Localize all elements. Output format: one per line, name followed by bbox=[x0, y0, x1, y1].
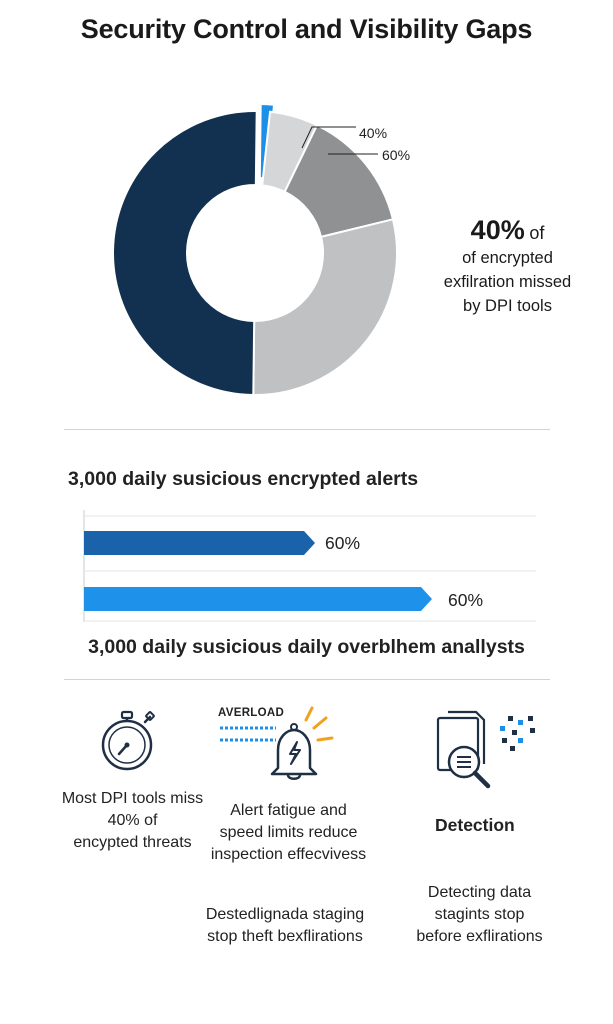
caption-line: Detecting data bbox=[427, 884, 532, 901]
alert-caption bbox=[196, 800, 381, 866]
caption-line: encypted threats bbox=[73, 834, 192, 851]
callout-text bbox=[420, 215, 595, 318]
callout-percent: 40% bbox=[470, 215, 525, 245]
caption-line: stop theft bexflirations bbox=[207, 928, 363, 945]
staging-caption bbox=[180, 904, 390, 948]
document-search-icon bbox=[434, 710, 544, 800]
donut-slice bbox=[113, 111, 257, 395]
divider bbox=[64, 429, 550, 430]
caption-line: stagints stop bbox=[434, 906, 525, 923]
overload-badge: AVERLOAD bbox=[218, 707, 285, 719]
caption-line: Alert fatigue and bbox=[230, 802, 347, 819]
callout-line: of encrypted bbox=[462, 249, 553, 267]
bar-chart-footer: 3,000 daily susicious daily overblhem anallysts bbox=[88, 636, 525, 658]
donut-slice bbox=[253, 219, 397, 395]
caption-line: Most DPI tools miss bbox=[61, 790, 204, 807]
page-title: Security Control and Visibility Gaps bbox=[80, 14, 533, 44]
bar bbox=[84, 531, 315, 555]
bar-value-label: 60% bbox=[325, 533, 361, 553]
caption-line: Destedlignada staging bbox=[205, 906, 365, 923]
annotation-60: 60% bbox=[382, 147, 411, 163]
donut-chart bbox=[113, 104, 397, 395]
caption-line: before exflirations bbox=[416, 928, 543, 945]
caption-line: inspection effecvivess bbox=[210, 846, 367, 863]
annotation-40: 40% bbox=[359, 125, 388, 141]
callout-line: exfilration missed bbox=[443, 273, 572, 291]
callout-line: by DPI tools bbox=[463, 297, 552, 315]
caption-line: 40% of bbox=[107, 812, 158, 829]
bar-value-label: 60% bbox=[448, 590, 484, 610]
bar-chart-title: 3,000 daily susicious encrypted alerts bbox=[68, 468, 419, 490]
bar bbox=[84, 587, 432, 611]
caption-line: speed limits reduce bbox=[219, 824, 358, 841]
divider bbox=[64, 679, 550, 680]
stopwatch-icon bbox=[96, 708, 160, 777]
callout-of: of bbox=[529, 223, 545, 243]
detection-heading: Detection bbox=[435, 815, 515, 835]
alarm-bell-icon bbox=[218, 704, 348, 789]
detection-caption bbox=[392, 882, 567, 948]
